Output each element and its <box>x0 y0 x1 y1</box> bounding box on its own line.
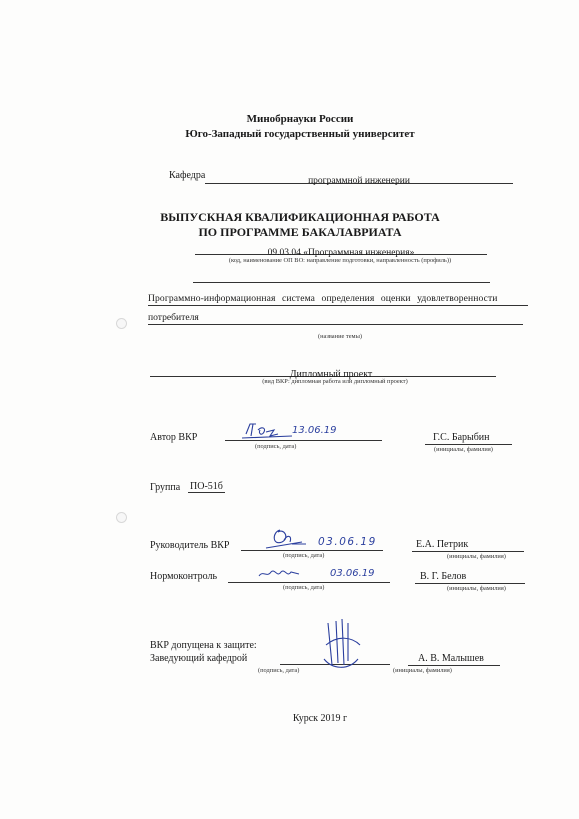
supervisor-sign-caption: (подпись, дата) <box>283 552 325 559</box>
punch-hole-top <box>116 318 127 329</box>
normcontrol-sign-date: 03.06.19 <box>330 568 375 579</box>
author-sign-caption: (подпись, дата) <box>255 443 297 450</box>
department-label: Кафедра <box>169 170 206 181</box>
supervisor-sign-date: 03.06.19 <box>318 536 377 548</box>
university-heading: Юго-Западный государственный университет <box>185 128 415 140</box>
normcontrol-label: Нормоконтроль <box>150 571 218 582</box>
author-signature <box>240 420 300 442</box>
topic-underline1 <box>148 293 528 306</box>
author-name-underline <box>425 432 512 445</box>
normcontrol-name-caption: (инициалы, фамилия) <box>447 585 506 592</box>
program-extra-line <box>193 270 490 283</box>
ministry-heading: Минобрнауки России <box>246 113 354 125</box>
topic-underline2 <box>148 312 523 325</box>
normcontrol-signature <box>255 564 315 584</box>
head-sign-caption: (подпись, дата) <box>258 667 300 674</box>
topic-caption: (название темы) <box>317 333 363 340</box>
normcontrol-name-underline <box>415 571 525 584</box>
work-type-value: Дипломный проект <box>289 369 373 380</box>
work-title-line2: ПО ПРОГРАММЕ БАКАЛАВРИАТА <box>198 225 402 239</box>
work-title-line1: ВЫПУСКНАЯ КВАЛИФИКАЦИОННАЯ РАБОТА <box>160 210 440 224</box>
head-name: А. В. Малышев <box>418 653 484 664</box>
city-year: Курск 2019 г <box>292 713 348 724</box>
topic-line1: Программно-информационная система определения оценки удовлетворенности <box>148 293 498 304</box>
topic-line2: потребителя <box>148 312 199 323</box>
author-label: Автор ВКР <box>150 432 198 443</box>
normcontrol-sign-caption: (подпись, дата) <box>283 584 325 591</box>
program-field <box>195 242 487 258</box>
work-type-caption: (вид ВКР: дипломная работа или дипломный проект) <box>262 378 408 385</box>
supervisor-name: Е.А. Петрик <box>416 539 469 550</box>
department-field <box>205 171 513 184</box>
department-value: программной инженерии <box>308 176 410 186</box>
supervisor-label: Руководитель ВКР <box>150 540 230 551</box>
program-caption: (код, наименование ОП ВО: направление подготовки, направленность (профиль)) <box>228 257 452 264</box>
group-label: Группа <box>150 482 181 493</box>
work-type-field <box>150 364 496 380</box>
author-name-caption: (инициалы, фамилия) <box>434 446 493 453</box>
head-name-underline <box>408 653 500 666</box>
supervisor-signature <box>262 524 312 550</box>
head-signature <box>318 615 368 675</box>
normcontrol-name: В. Г. Белов <box>420 571 467 582</box>
punch-hole-bottom <box>116 512 127 523</box>
admission-line1: ВКР допущена к защите: <box>150 640 257 651</box>
head-of-department-label: Заведующий кафедрой <box>150 653 248 664</box>
supervisor-name-underline <box>412 539 524 552</box>
author-name: Г.С. Барыбин <box>433 432 490 443</box>
head-name-caption: (инициалы, фамилия) <box>393 667 452 674</box>
program-value: 09.03.04 «Программная инженерия» <box>267 248 415 258</box>
group-value: ПО-51б <box>190 481 223 492</box>
author-sign-date: 13.06.19 <box>292 425 337 436</box>
supervisor-name-caption: (инициалы, фамилия) <box>447 553 506 560</box>
